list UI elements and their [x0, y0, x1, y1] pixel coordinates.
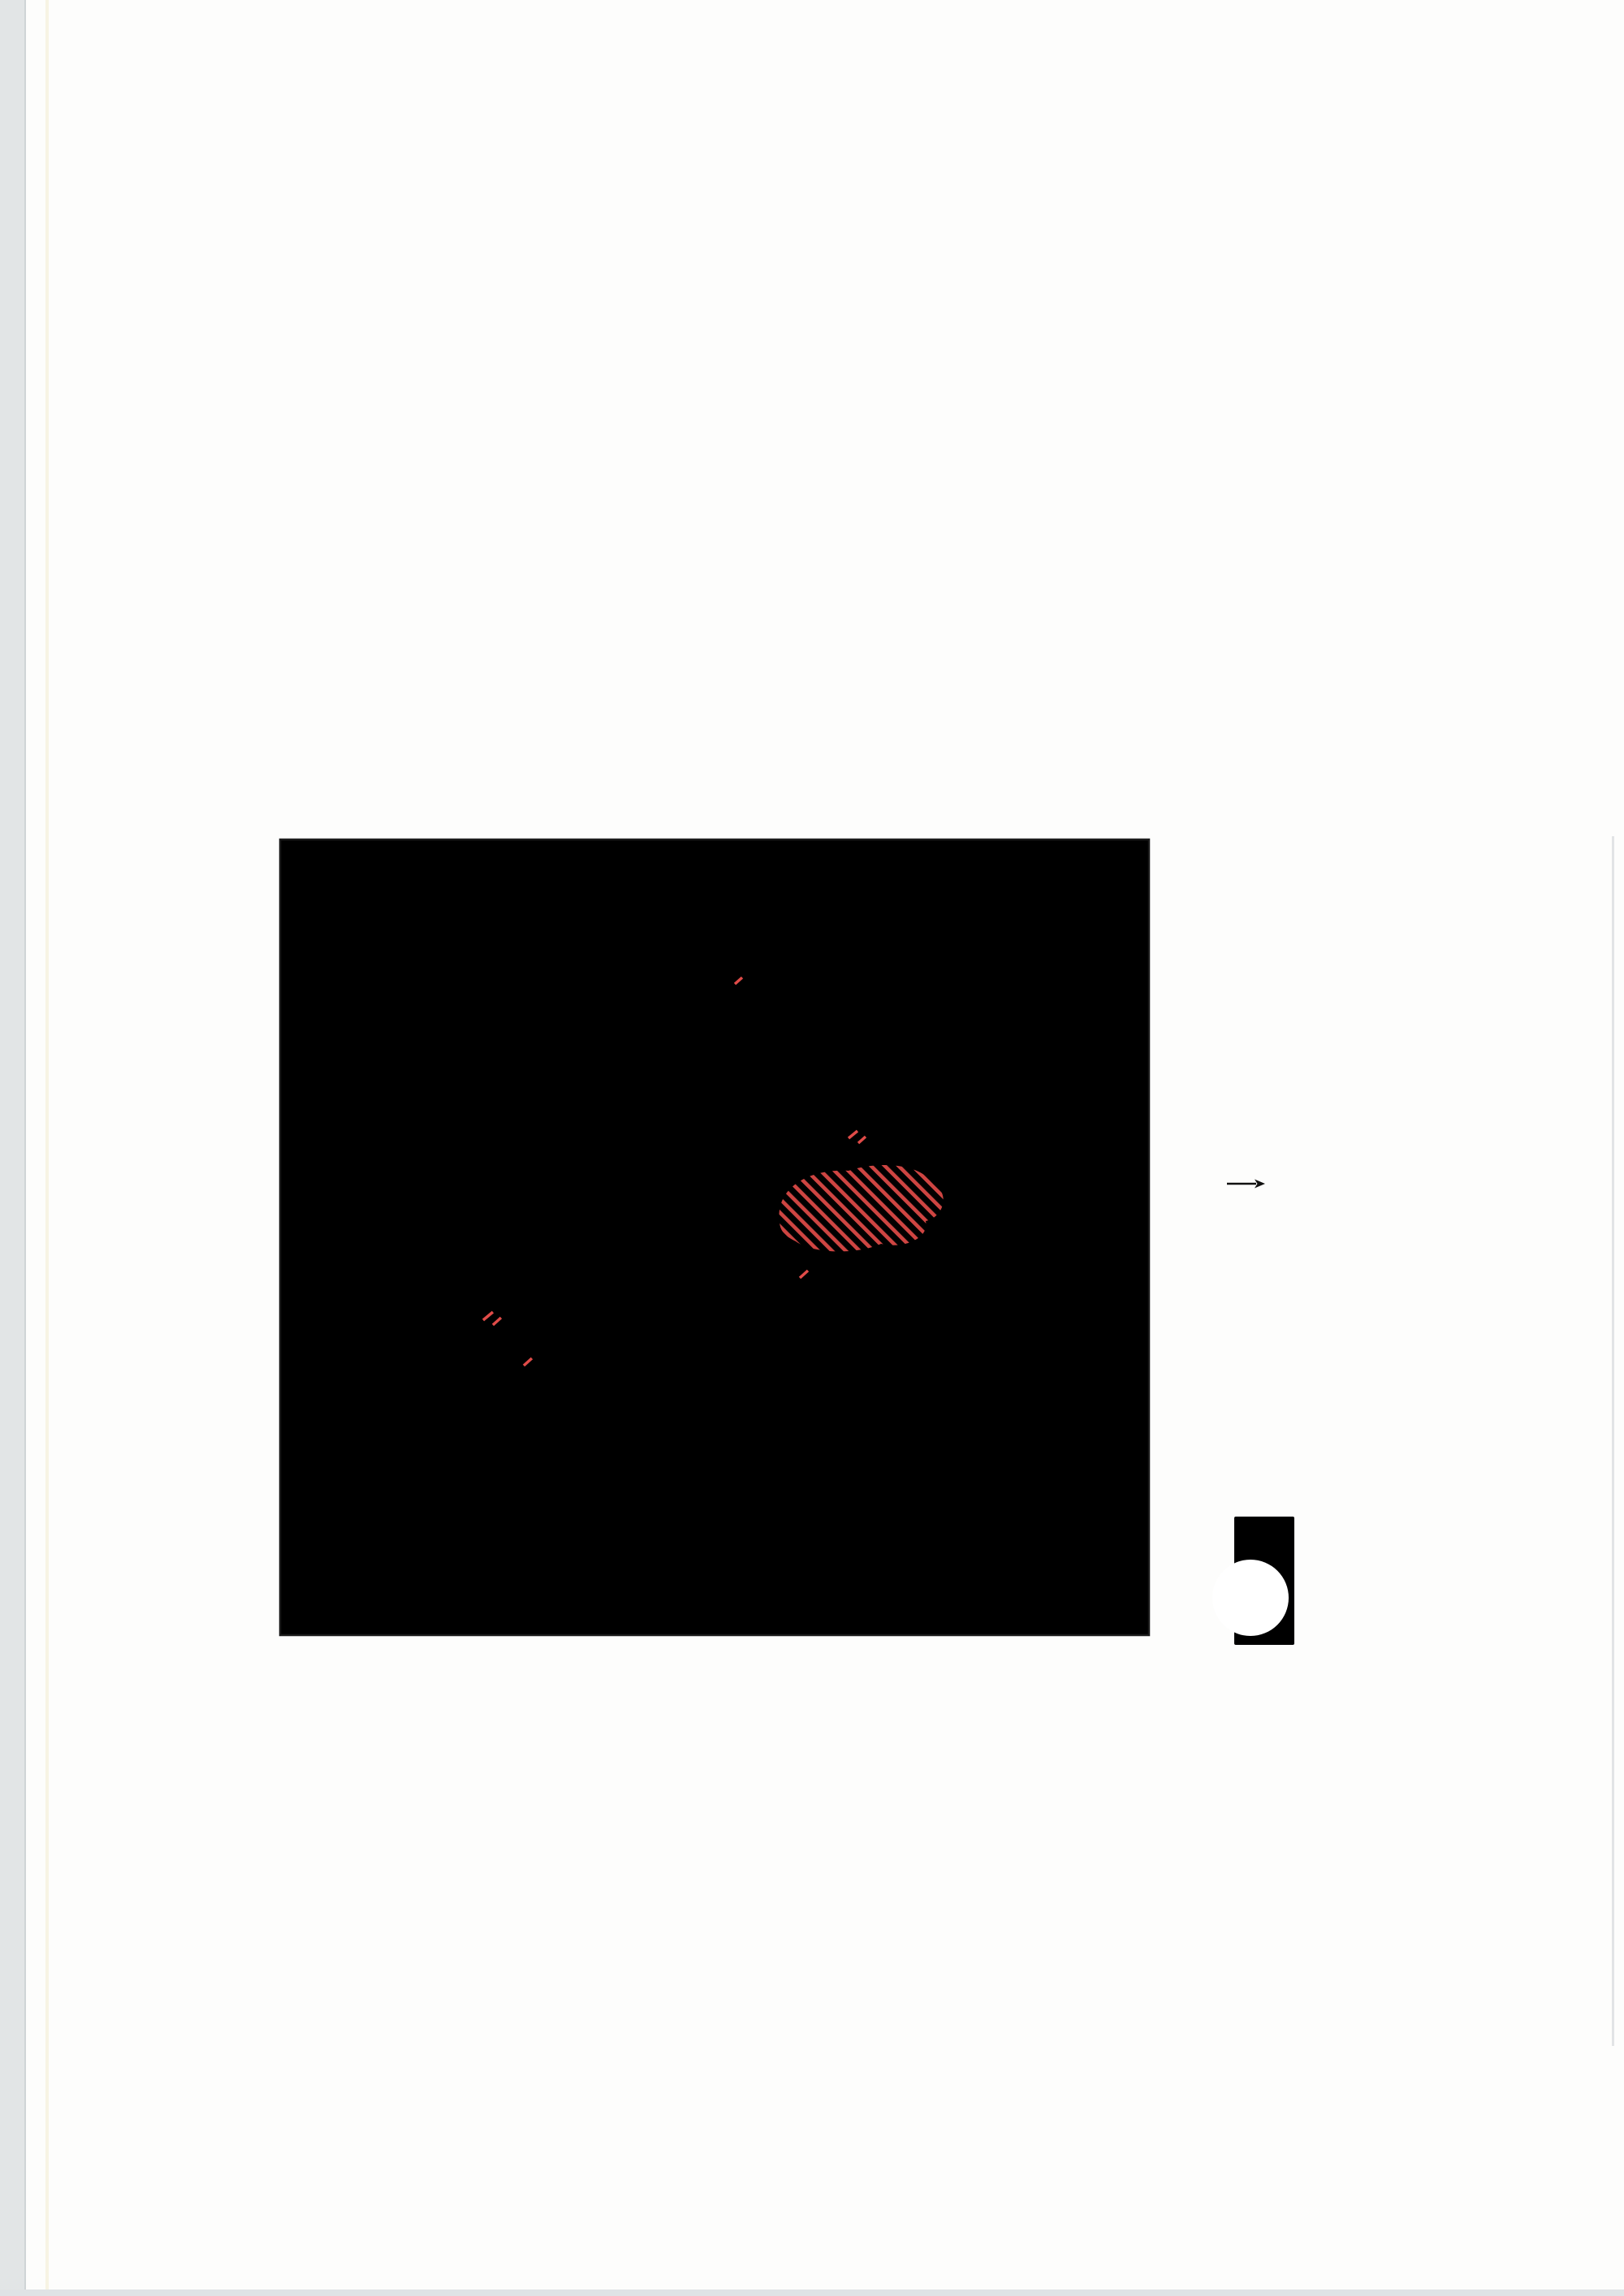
scan-left-margin — [0, 0, 26, 2296]
legend-grid-scale — [1179, 1073, 1528, 1111]
legend-wind-arrow — [1179, 1166, 1528, 1203]
map-legend — [1179, 846, 1528, 1432]
scan-crease-line — [45, 0, 49, 2296]
page-bottom-edge — [0, 2290, 1624, 2296]
scan-right-edge — [1612, 836, 1614, 2046]
dwd-logo — [1200, 1515, 1314, 1653]
wind-arrow-icon — [1179, 1143, 1234, 1226]
terrain-wind-map — [218, 797, 1169, 1692]
dwd-block — [1200, 1515, 1541, 1669]
